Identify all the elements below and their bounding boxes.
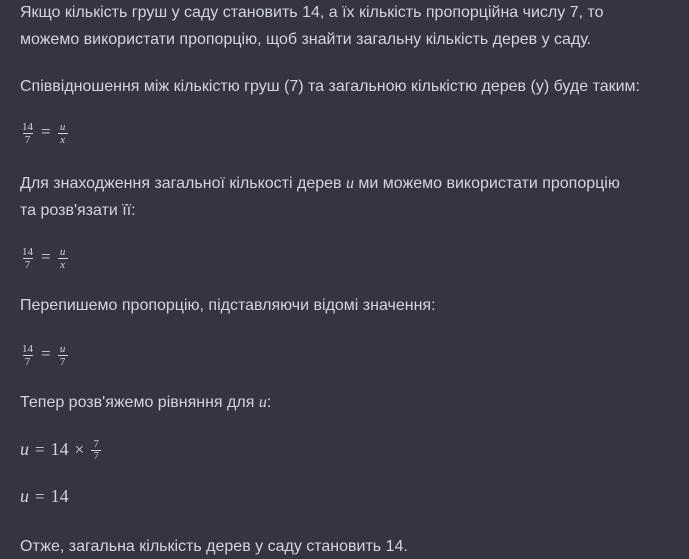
paragraph-substitute: Перепишемо пропорцію, підставляючи відомі значення: [20,297,436,314]
denominator: 7 [91,450,101,462]
paragraph-method [20,170,679,224]
text-segment: Для знаходження загальної кількості дерев [20,175,346,192]
numerator: u [59,342,66,355]
fraction-right [58,121,68,146]
paragraph-method-line-2: та розв'язати її: [20,202,136,219]
equation-2 [20,243,679,271]
fraction-left [21,343,34,368]
fraction-left [21,121,34,146]
variable-u: u [20,439,29,459]
text-segment: : [266,394,272,411]
paragraph-intro-line-2: можемо використати пропорцію, щоб знайти загальну кількість дерев у саду. [20,31,592,48]
paragraph-method-line-1 [20,170,679,197]
variable-u: u [20,486,29,506]
times-sign: × [74,440,85,459]
equals-sign: = [35,440,45,459]
equation-4 [20,436,679,463]
denominator: 7 [23,133,33,146]
text-segment: ми можемо використати пропорцію [353,175,620,192]
paragraph-solve [20,389,679,416]
fraction-left [21,246,34,271]
equals-sign: = [41,122,51,141]
result-value: 14 [50,486,69,506]
fraction-right [58,246,68,271]
equals-sign: = [35,487,45,506]
text-segment: Тепер розв'яжемо рівняння для [20,394,259,411]
equation-3 [20,340,679,368]
equals-sign: = [41,344,51,363]
numerator: 14 [22,245,33,258]
denominator: x [58,258,68,271]
numerator: 14 [22,120,33,133]
paragraph-conclusion: Отже, загальна кількість дерев у саду становить 14. [20,538,408,555]
denominator: 7 [58,355,68,368]
numerator: u [59,120,66,133]
fraction-right [58,343,68,368]
equation-5 [20,483,679,510]
numerator: 14 [22,342,33,355]
variable-u: u [258,394,267,411]
paragraph-intro-line-1: Якщо кількість груш у саду становить 14, а їх кількість пропорційна числу 7, то [20,4,604,21]
equals-sign: = [41,247,51,266]
number-14: 14 [50,439,69,459]
denominator: 7 [23,355,33,368]
fraction [91,439,101,462]
paragraph-ratio: Співвідношення між кількістю груш (7) та загальною кількістю дерев (y) буде таким: [20,78,640,95]
numerator: 7 [93,439,99,451]
denominator: 7 [23,258,33,271]
paragraph-intro [20,0,679,53]
numerator: u [59,245,66,258]
denominator: x [58,133,68,146]
equation-1 [20,118,679,146]
variable-u: u [345,175,354,192]
